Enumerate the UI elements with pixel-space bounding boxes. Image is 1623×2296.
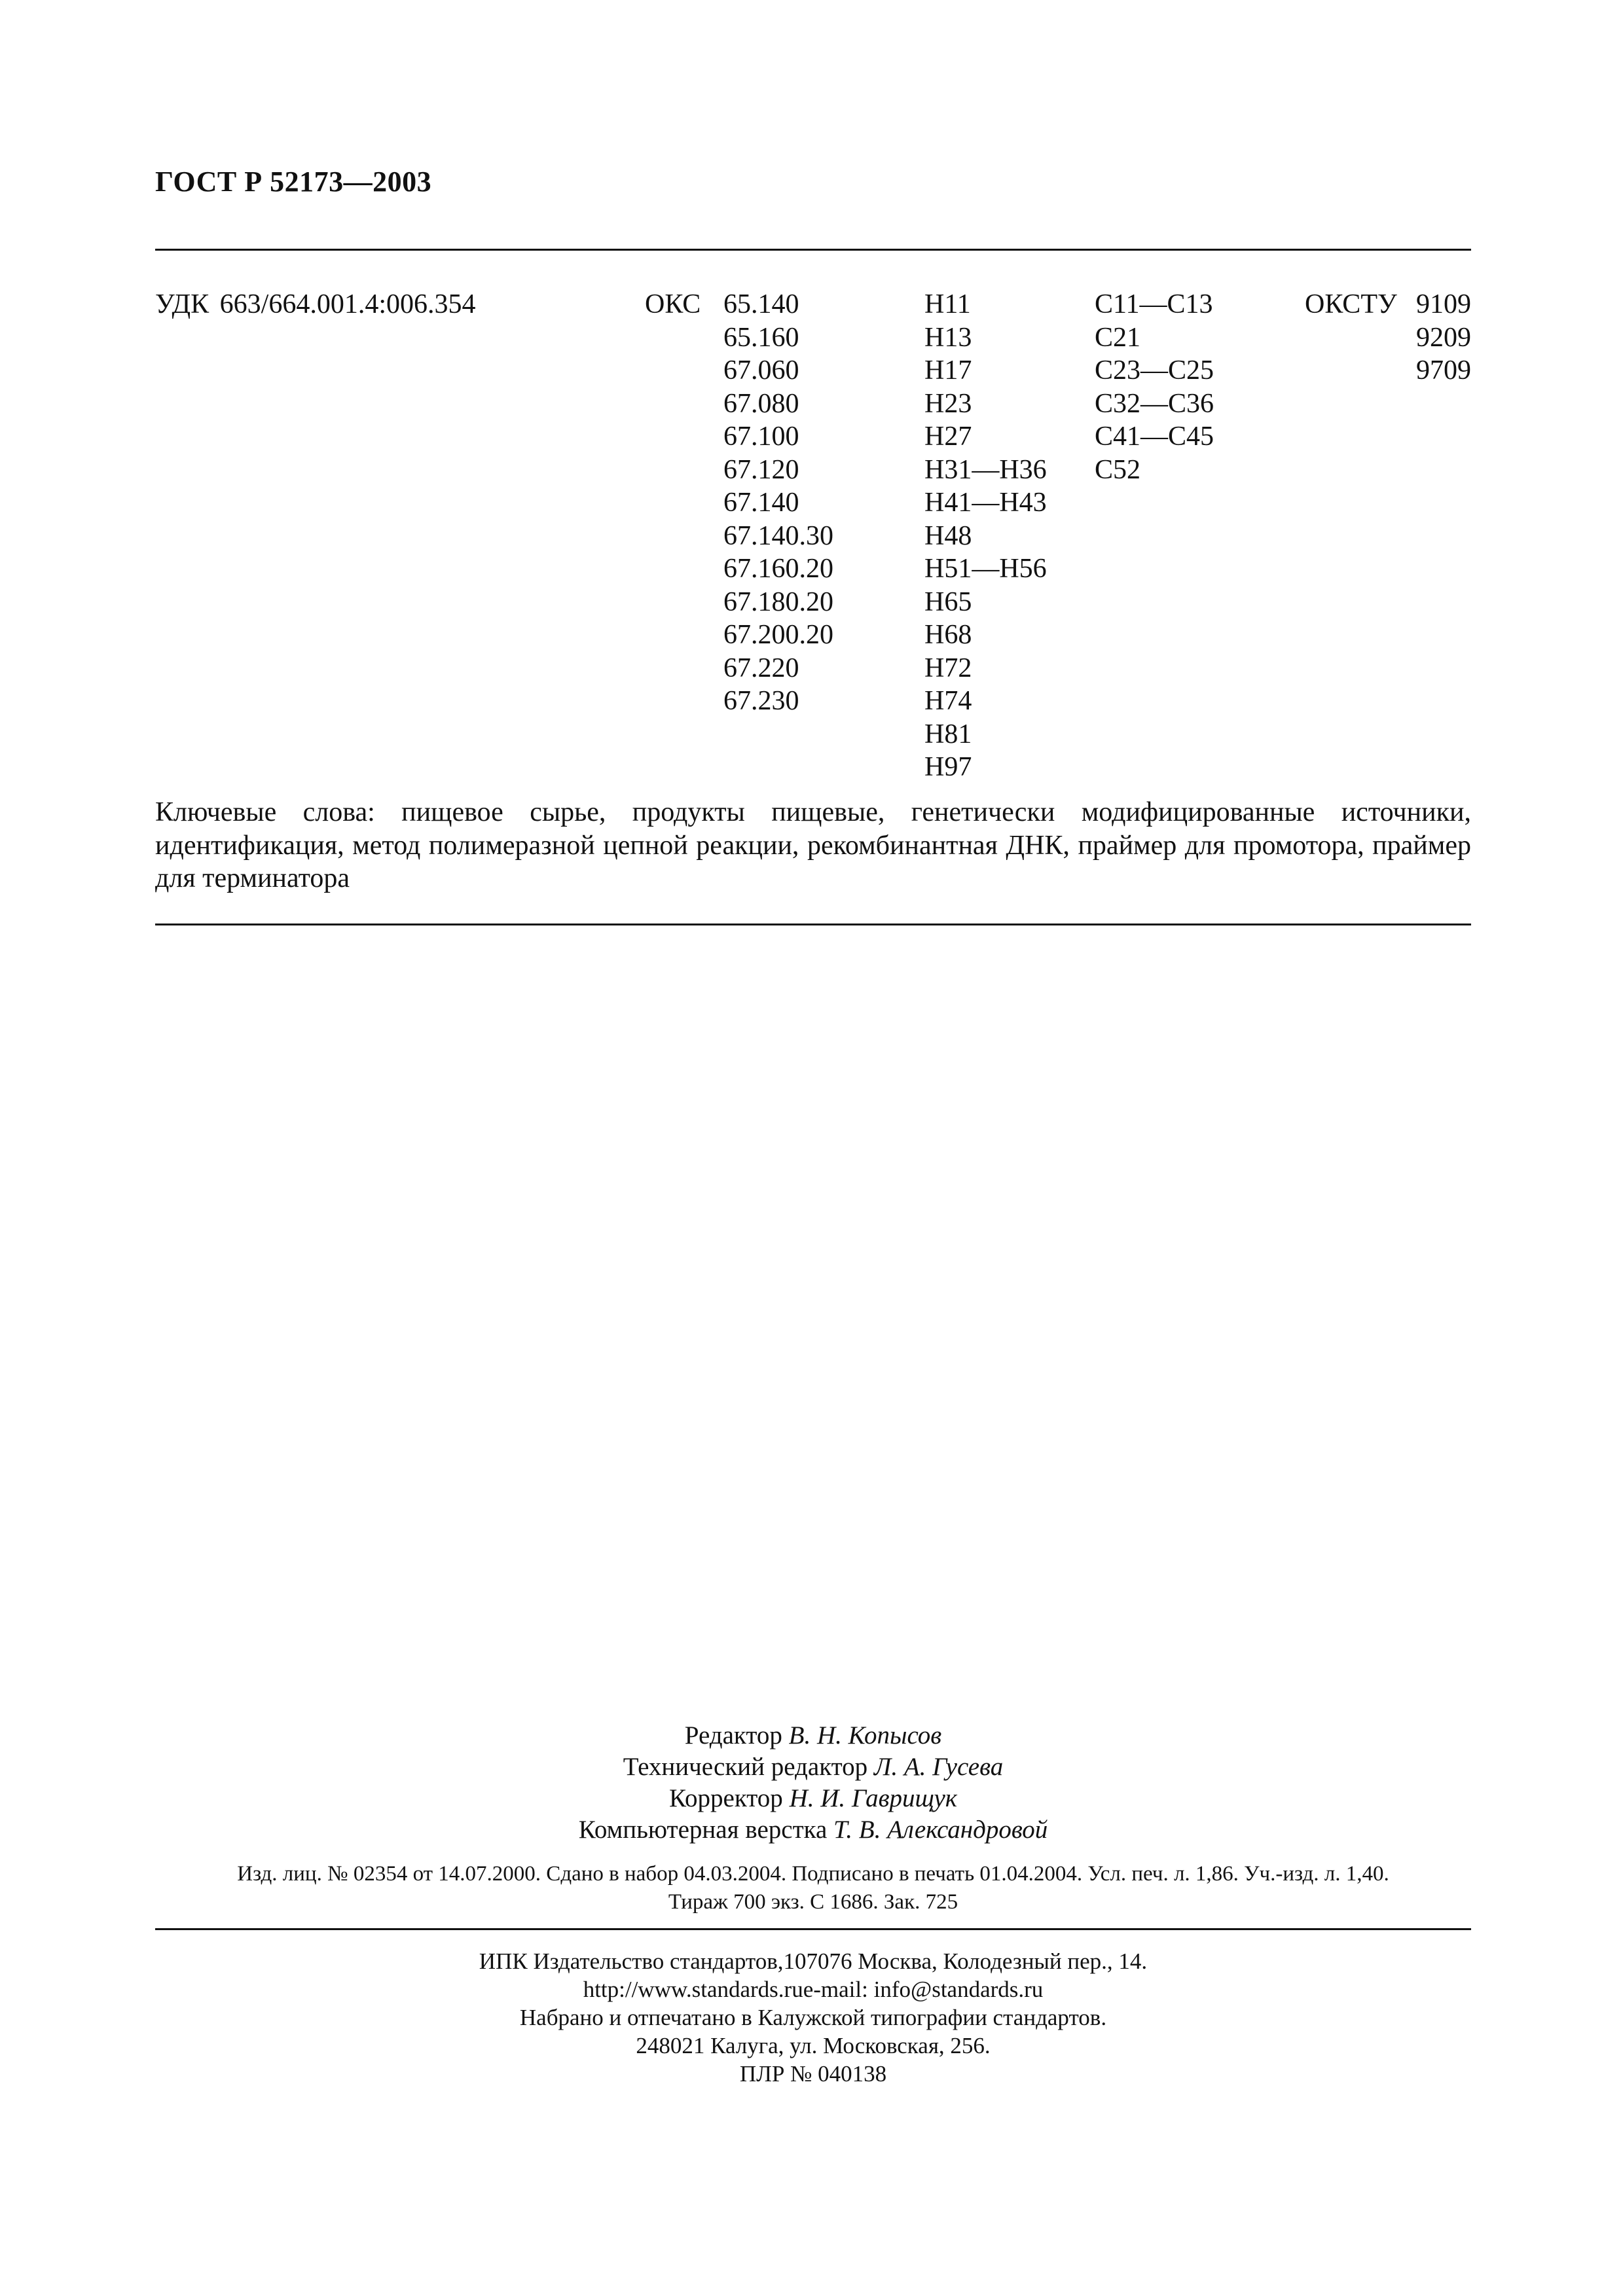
printing-house-address: 248021 Калуга, ул. Московская, 256. bbox=[636, 2033, 991, 2058]
publisher-address: ИПК Издательство стандартов,107076 Москва, Колодезный пер., 14. bbox=[479, 1948, 1148, 1974]
oks-code: 67.220 bbox=[723, 653, 799, 683]
h-code: Н65 bbox=[924, 586, 972, 617]
oks-code: 65.160 bbox=[723, 322, 799, 353]
publisher-block bbox=[155, 1947, 1471, 2088]
credit-line bbox=[155, 1720, 1471, 1751]
c-code: С52 bbox=[1095, 454, 1141, 485]
c-code: С32—С36 bbox=[1095, 388, 1214, 419]
oks-code: 67.140.30 bbox=[723, 520, 833, 551]
printing-house: Набрано и отпечатано в Калужской типографии стандартов. bbox=[519, 2005, 1107, 2030]
h-code-list bbox=[924, 288, 1047, 784]
document-header-title: ГОСТ Р 52173—2003 bbox=[155, 166, 432, 198]
oks-code: 67.080 bbox=[723, 388, 799, 419]
h-code: Н27 bbox=[924, 422, 972, 452]
c-code: С41—С45 bbox=[1095, 422, 1214, 452]
credit-line bbox=[155, 1751, 1471, 1783]
credit-name: Л. А. Гусева bbox=[873, 1753, 1004, 1781]
imprint-line-1: Изд. лиц. № 02354 от 14.07.2000. Сдано в набор 04.03.2004. Подписано в печать 01.04.2004. Усл. печ. л. 1,86. Уч.-изд. л. 1,40. bbox=[237, 1862, 1389, 1886]
c-code-list bbox=[1095, 288, 1214, 486]
okstu-code: 9209 bbox=[1416, 322, 1471, 353]
h-code: Н23 bbox=[924, 388, 972, 419]
okstu-code: 9109 bbox=[1416, 289, 1471, 319]
h-code: Н51—Н56 bbox=[924, 554, 1047, 584]
oks-code: 67.160.20 bbox=[723, 554, 833, 584]
h-code: Н31—Н36 bbox=[924, 454, 1047, 485]
h-code: Н11 bbox=[924, 289, 971, 319]
editorial-credits bbox=[155, 1720, 1471, 1846]
keywords-paragraph: Ключевые слова: пищевое сырье, продукты пищевые, генетически модифицированные источники, идентификация, метод полимеразной цепной реакции, рекомбинантная ДНК, праймер для промотора, праймер для терминатора bbox=[155, 797, 1471, 893]
credit-name: В. Н. Копысов bbox=[788, 1721, 942, 1749]
oks-code: 67.060 bbox=[723, 355, 799, 386]
oks-code: 67.100 bbox=[723, 422, 799, 452]
publisher-email-link[interactable]: e-mail: info@standards.ru bbox=[803, 1977, 1044, 2002]
h-code: Н81 bbox=[924, 719, 972, 749]
divider-top bbox=[155, 249, 1471, 251]
oks-code: 67.180.20 bbox=[723, 586, 833, 617]
c-code: С23—С25 bbox=[1095, 355, 1214, 386]
publisher-website-link[interactable]: http://www.standards.ru bbox=[583, 1977, 803, 2002]
okstu-code-list bbox=[1414, 288, 1471, 387]
credit-role: Технический редактор bbox=[623, 1753, 868, 1781]
credit-name: Т. В. Александровой bbox=[833, 1816, 1048, 1844]
h-code: Н41—Н43 bbox=[924, 488, 1047, 518]
oks-code-list bbox=[723, 288, 833, 718]
c-code: С11—С13 bbox=[1095, 289, 1213, 319]
credit-role: Редактор bbox=[684, 1721, 782, 1749]
print-imprint bbox=[155, 1860, 1471, 1916]
h-code: Н74 bbox=[924, 686, 972, 716]
credit-role: Корректор bbox=[668, 1784, 783, 1812]
credit-name: Н. И. Гаврищук bbox=[789, 1784, 958, 1812]
okstu-label: ОКСТУ bbox=[1305, 289, 1397, 319]
oks-code: 67.200.20 bbox=[723, 620, 833, 650]
imprint-line-2: Тираж 700 экз. С 1686. Зак. 725 bbox=[668, 1890, 958, 1914]
c-code: С21 bbox=[1095, 322, 1141, 353]
plr-number: ПЛР № 040138 bbox=[739, 2061, 887, 2087]
okstu-code: 9709 bbox=[1416, 355, 1471, 386]
credit-line bbox=[155, 1783, 1471, 1814]
publisher-contacts bbox=[155, 1975, 1471, 2003]
h-code: Н48 bbox=[924, 520, 972, 551]
h-code: Н72 bbox=[924, 653, 972, 683]
divider-after-keywords bbox=[155, 924, 1471, 925]
h-code: Н13 bbox=[924, 322, 972, 353]
oks-code: 67.230 bbox=[723, 686, 799, 716]
h-code: Н97 bbox=[924, 752, 972, 782]
oks-code: 65.140 bbox=[723, 289, 799, 319]
udk-code: УДК 663/664.001.4:006.354 bbox=[155, 289, 476, 319]
credit-role: Компьютерная верстка bbox=[578, 1816, 828, 1844]
oks-label: ОКС bbox=[645, 289, 701, 319]
oks-code: 67.140 bbox=[723, 488, 799, 518]
h-code: Н17 bbox=[924, 355, 972, 386]
oks-code: 67.120 bbox=[723, 454, 799, 485]
credit-line bbox=[155, 1814, 1471, 1846]
divider-imprint bbox=[155, 1928, 1471, 1930]
h-code: Н68 bbox=[924, 620, 972, 650]
